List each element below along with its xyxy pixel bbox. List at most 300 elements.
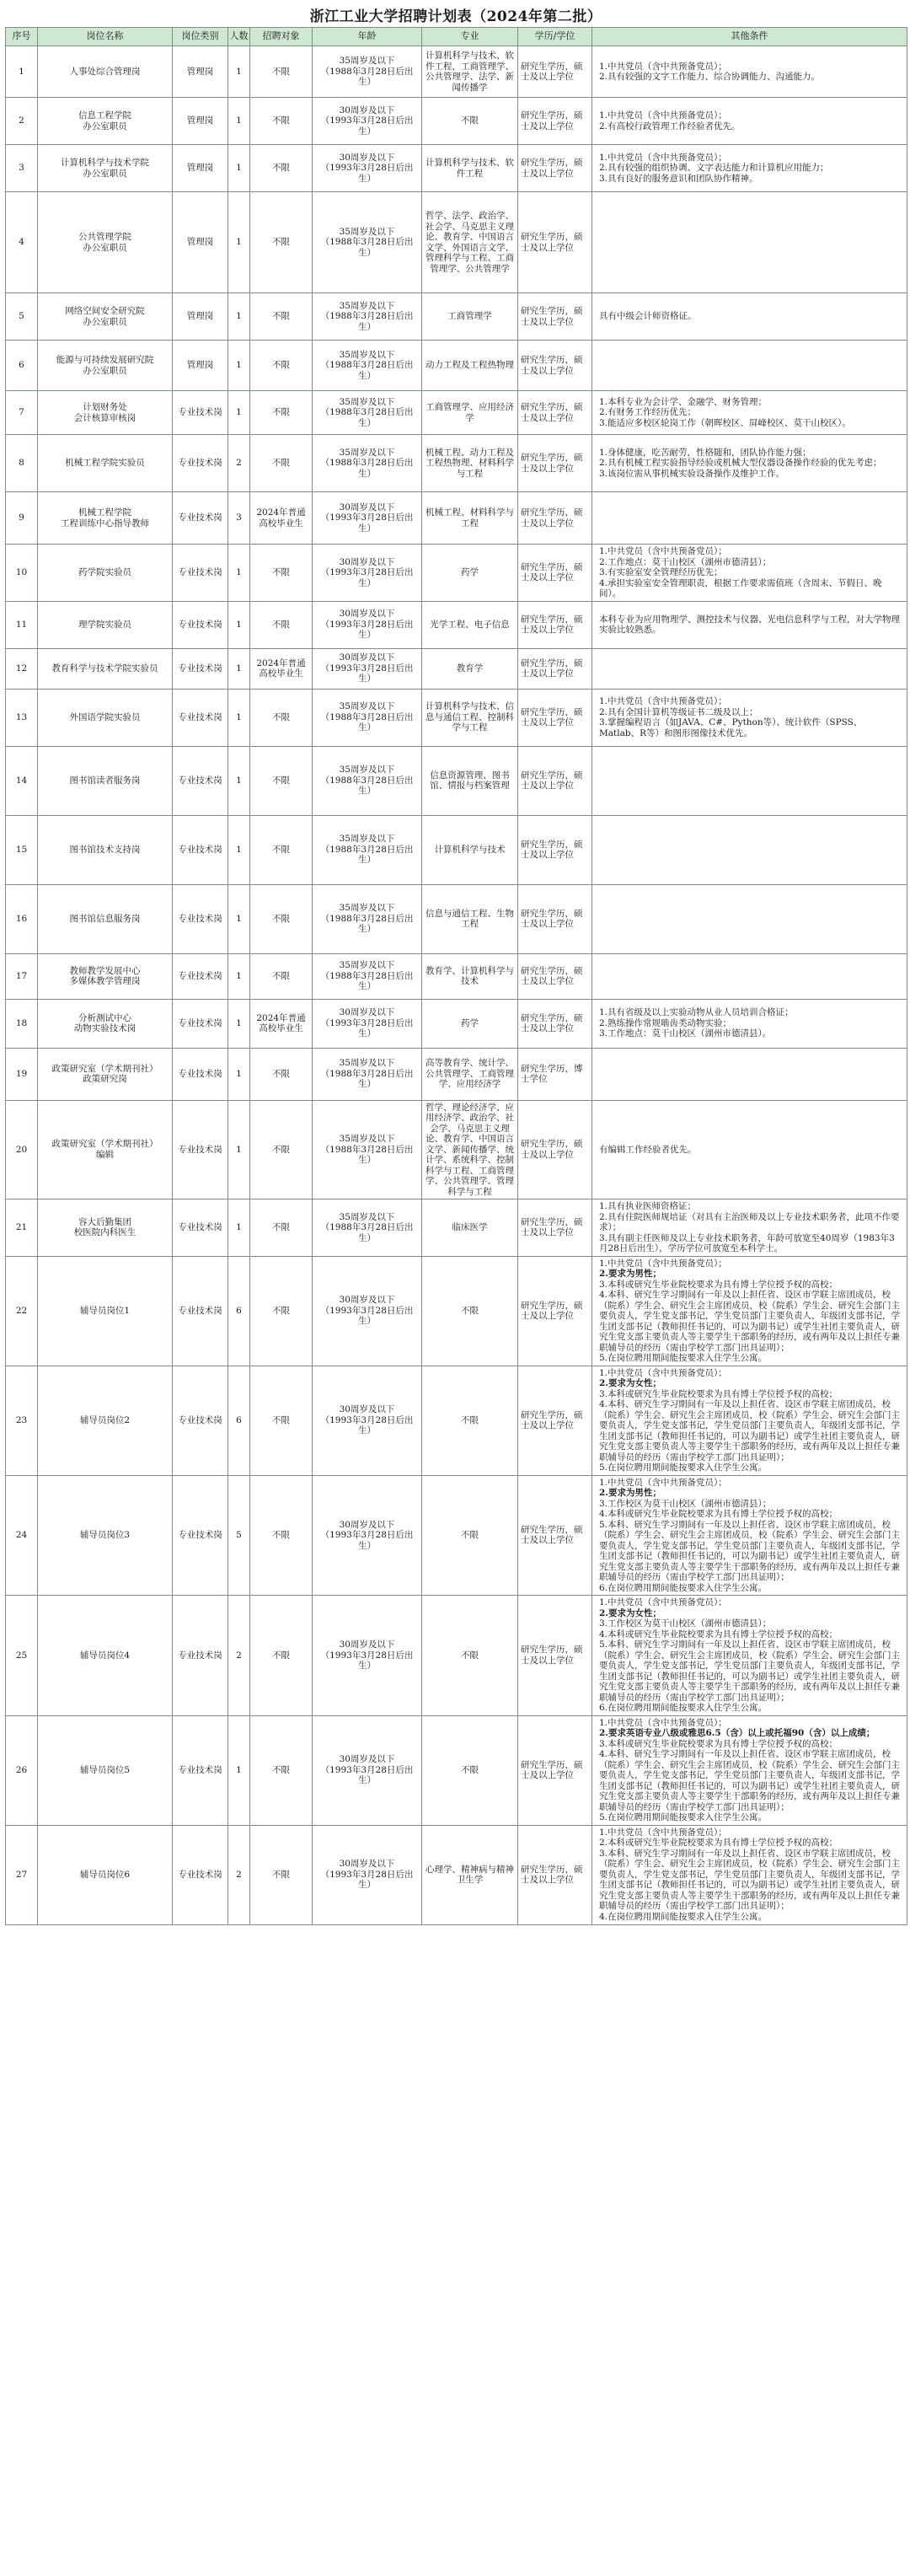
cell-no: 15 — [6, 815, 38, 884]
cell-category: 专业技术岗 — [173, 1366, 228, 1475]
cell-other-conditions — [592, 46, 907, 98]
cell-no: 27 — [6, 1825, 38, 1924]
cell-target: 不限 — [250, 192, 313, 293]
cell-age: 30周岁及以下 （1993年3月28日后出生） — [313, 999, 422, 1048]
cell-no: 19 — [6, 1048, 38, 1100]
cell-degree: 研究生学历，硕士及以上学位 — [518, 953, 592, 999]
cell-no: 9 — [6, 492, 38, 545]
cell-other-conditions — [592, 1100, 907, 1199]
cell-age: 30周岁及以下 （1993年3月28日后出生） — [313, 1366, 422, 1475]
cell-position-name: 公共管理学院 办公室职员 — [38, 192, 173, 293]
cell-count: 6 — [228, 1366, 250, 1475]
cell-count: 2 — [228, 1596, 250, 1716]
cell-position-name: 药学院实验员 — [38, 545, 173, 602]
cell-degree: 研究生学历，硕士及以上学位 — [518, 884, 592, 953]
cell-category: 管理岗 — [173, 192, 228, 293]
cell-target: 不限 — [250, 1256, 313, 1366]
table-row — [6, 1715, 907, 1825]
table-row — [6, 1596, 907, 1716]
header-category: 岗位类别 — [173, 28, 228, 46]
condition-line: 具有中级会计师资格证。 — [599, 311, 697, 322]
cell-count: 5 — [228, 1475, 250, 1596]
cell-degree: 研究生学历，硕士及以上学位 — [518, 1256, 592, 1366]
cell-category: 专业技术岗 — [173, 746, 228, 815]
cell-category: 专业技术岗 — [173, 1475, 228, 1596]
cell-count: 1 — [228, 391, 250, 435]
cell-age: 35周岁及以下 （1988年3月28日后出生） — [313, 435, 422, 492]
cell-major: 心理学、精神病与精神卫生学 — [422, 1825, 518, 1924]
condition-line: 3.具有副主任医师及以上专业技术职务者，年龄可放宽至40周岁（1983年3月28日后出生），学历学位可放宽至本科学士。 — [599, 1232, 895, 1253]
cell-position-name: 政策研究室（学术期刊社） 编辑 — [38, 1100, 173, 1199]
cell-age: 35周岁及以下 （1988年3月28日后出生） — [313, 953, 422, 999]
cell-target: 不限 — [250, 1199, 313, 1257]
condition-line: 2.具有较强的文字工作能力、综合协调能力、沟通能力。 — [599, 72, 821, 82]
cell-no: 26 — [6, 1715, 38, 1825]
cell-age: 35周岁及以下 （1988年3月28日后出生） — [313, 293, 422, 341]
cell-degree: 研究生学历，硕士及以上学位 — [518, 1199, 592, 1257]
cell-target: 不限 — [250, 884, 313, 953]
condition-line: 3.具有良好的服务意识和团队协作精神。 — [599, 173, 758, 184]
condition-line: 1.中共党员（含中共预备党员）； — [599, 152, 727, 163]
condition-line: 3.掌握编程语言（如JAVA、C#、Python等）、统计软件（SPSS、Matlab、R等）和图形图像技术优先。 — [599, 717, 863, 738]
cell-target: 不限 — [250, 689, 313, 746]
cell-age: 30周岁及以下 （1993年3月28日后出生） — [313, 98, 422, 145]
condition-line: 3.本科或研究生毕业院校要求为具有博士学位授予权的高校； — [599, 1388, 838, 1399]
cell-position-name: 辅导员岗位3 — [38, 1475, 173, 1596]
cell-other-conditions — [592, 1715, 907, 1825]
condition-line: 1.本科专业为会计学、金融学、财务管理； — [599, 396, 768, 407]
cell-other-conditions — [592, 648, 907, 689]
cell-count: 1 — [228, 601, 250, 648]
condition-line: 3.本科或研究生毕业院校要求为具有博士学位授予权的高校； — [599, 1279, 838, 1290]
cell-no: 23 — [6, 1366, 38, 1475]
condition-line: 1.中共党员（含中共预备党员）； — [599, 1717, 727, 1728]
cell-other-conditions — [592, 1366, 907, 1475]
cell-position-name: 理学院实验员 — [38, 601, 173, 648]
cell-major: 工商管理学、应用经济学 — [422, 391, 518, 435]
condition-line: 2.熟练操作常规啮齿类动物实验； — [599, 1017, 732, 1028]
cell-position-name: 计算机科学与技术学院 办公室职员 — [38, 145, 173, 192]
cell-major: 不限 — [422, 1596, 518, 1716]
cell-target: 不限 — [250, 293, 313, 341]
condition-line: 1.中共党员（含中共预备党员）； — [599, 1477, 727, 1488]
condition-line: 4.在岗位聘用期间能按要求入住学生公寓。 — [599, 1911, 768, 1922]
condition-line: 2.具有住院医师规培证（对具有主治医师及以上专业技术职务者，此项不作要求）； — [599, 1211, 900, 1232]
cell-age: 30周岁及以下 （1993年3月28日后出生） — [313, 545, 422, 602]
cell-no: 20 — [6, 1100, 38, 1199]
cell-degree: 研究生学历，博士学位 — [518, 1048, 592, 1100]
condition-line: 3.本科、研究生学习期间有一年及以上担任省、设区市学联主席团成员，校（院系）学生会、研究生会主席团成员，校（院系）学生会、研究生会部门主要负责人，学生党支部书记，学生党员部门主要负责人，年级团支部书记，学生团支部书记（教师担任书记的，可以为副书记）或学生社团主要负责人，研究生党支部主要负责人等主要学生干部职务的经历，或有两年及以上担任专兼职辅导员的经历（需由学校学工部门出具证明）； — [599, 1848, 900, 1912]
cell-target: 不限 — [250, 1048, 313, 1100]
condition-line: 有编辑工作经验者优先。 — [599, 1144, 697, 1155]
cell-age: 30周岁及以下 （1993年3月28日后出生） — [313, 1596, 422, 1716]
cell-major: 不限 — [422, 98, 518, 145]
cell-degree: 研究生学历，硕士及以上学位 — [518, 746, 592, 815]
table-row — [6, 1366, 907, 1475]
cell-other-conditions — [592, 391, 907, 435]
table-row — [6, 1199, 907, 1257]
condition-line: 1.中共党员（含中共预备党员）； — [599, 110, 727, 121]
cell-target: 2024年普通高校毕业生 — [250, 999, 313, 1048]
condition-line: 5.在岗位聘用期间能按要求入住学生公寓。 — [599, 1353, 768, 1363]
cell-no: 12 — [6, 648, 38, 689]
condition-line: 3.本科或研究生毕业院校要求为具有博士学位授予权的高校； — [599, 1738, 838, 1749]
cell-degree: 研究生学历，硕士及以上学位 — [518, 1596, 592, 1716]
cell-no: 3 — [6, 145, 38, 192]
cell-position-name: 教师教学发展中心 多媒体教学管理岗 — [38, 953, 173, 999]
cell-count: 2 — [228, 1825, 250, 1924]
cell-position-name: 机械工程学院实验员 — [38, 435, 173, 492]
header-position-name: 岗位名称 — [38, 28, 173, 46]
cell-count: 1 — [228, 884, 250, 953]
cell-age: 35周岁及以下 （1988年3月28日后出生） — [313, 341, 422, 391]
cell-other-conditions — [592, 98, 907, 145]
condition-line: 1.中共党员（含中共预备党员）； — [599, 1258, 727, 1269]
cell-position-name: 政策研究室（学术期刊社） 政策研究岗 — [38, 1048, 173, 1100]
header-age: 年龄 — [313, 28, 422, 46]
cell-category: 专业技术岗 — [173, 815, 228, 884]
cell-age: 35周岁及以下 （1988年3月28日后出生） — [313, 746, 422, 815]
cell-degree: 研究生学历，硕士及以上学位 — [518, 492, 592, 545]
cell-category: 专业技术岗 — [173, 1100, 228, 1199]
condition-line: 6.在岗位聘用期间能按要求入住学生公寓。 — [599, 1703, 768, 1713]
cell-degree: 研究生学历，硕士及以上学位 — [518, 815, 592, 884]
cell-other-conditions — [592, 953, 907, 999]
header-no: 序号 — [6, 28, 38, 46]
cell-position-name: 辅导员岗位1 — [38, 1256, 173, 1366]
cell-no: 4 — [6, 192, 38, 293]
cell-age: 30周岁及以下 （1993年3月28日后出生） — [313, 648, 422, 689]
cell-target: 不限 — [250, 545, 313, 602]
cell-target: 不限 — [250, 746, 313, 815]
condition-line: 3.工作校区为莫干山校区（湖州市德清县）； — [599, 1618, 772, 1629]
cell-major: 哲学、法学、政治学、社会学、马克思主义理论、教育学、中国语言文学、外国语言文学、管理科学与工程、工商管理学、公共管理学 — [422, 192, 518, 293]
cell-age: 35周岁及以下 （1988年3月28日后出生） — [313, 46, 422, 98]
cell-count: 1 — [228, 145, 250, 192]
cell-category: 管理岗 — [173, 98, 228, 145]
cell-no: 21 — [6, 1199, 38, 1257]
condition-line: 3.工作地点：莫干山校区（湖州市德清县）。 — [599, 1028, 772, 1039]
condition-line: 4.本科或研究生毕业院校要求为具有博士学位授予权的高校； — [599, 1629, 838, 1640]
condition-line: 5.在岗位聘用期间能按要求入住学生公寓。 — [599, 1812, 768, 1822]
cell-position-name: 容大后勤集团 校医院内科医生 — [38, 1199, 173, 1257]
cell-age: 30周岁及以下 （1993年3月28日后出生） — [313, 1715, 422, 1825]
cell-other-conditions — [592, 1199, 907, 1257]
cell-age: 30周岁及以下 （1993年3月28日后出生） — [313, 492, 422, 545]
cell-count: 1 — [228, 545, 250, 602]
cell-category: 专业技术岗 — [173, 492, 228, 545]
cell-position-name: 机械工程学院 工程训练中心指导教师 — [38, 492, 173, 545]
cell-position-name: 教育科学与技术学院实验员 — [38, 648, 173, 689]
cell-other-conditions — [592, 1475, 907, 1596]
cell-category: 管理岗 — [173, 145, 228, 192]
cell-count: 2 — [228, 435, 250, 492]
cell-target: 不限 — [250, 1825, 313, 1924]
cell-no: 7 — [6, 391, 38, 435]
cell-category: 专业技术岗 — [173, 1596, 228, 1716]
cell-degree: 研究生学历，硕士及以上学位 — [518, 999, 592, 1048]
table-row — [6, 953, 907, 999]
cell-no: 10 — [6, 545, 38, 602]
cell-degree: 研究生学历，硕士及以上学位 — [518, 601, 592, 648]
cell-target: 不限 — [250, 601, 313, 648]
cell-category: 专业技术岗 — [173, 884, 228, 953]
condition-line: 1.具有执业医师资格证； — [599, 1201, 697, 1211]
condition-line: 2.有高校行政管理工作经验者优先。 — [599, 121, 741, 131]
cell-count: 1 — [228, 1100, 250, 1199]
table-body — [6, 46, 907, 1925]
cell-major: 计算机科学与技术、软件工程，工商管理学、公共管理学、法学、新闻传播学 — [422, 46, 518, 98]
condition-line: 1.中共党员（含中共预备党员）； — [599, 1827, 727, 1838]
cell-major: 工商管理学 — [422, 293, 518, 341]
cell-target: 不限 — [250, 435, 313, 492]
cell-degree: 研究生学历，硕士及以上学位 — [518, 341, 592, 391]
cell-category: 专业技术岗 — [173, 1256, 228, 1366]
condition-line: 2.具有机械工程实验指导经验或机械大型仪器设备操作经验的优先考虑； — [599, 458, 882, 469]
table-row — [6, 391, 907, 435]
condition-line: 2.工作地点：莫干山校区（湖州市德清县）； — [599, 556, 772, 567]
cell-category: 专业技术岗 — [173, 435, 228, 492]
cell-category: 管理岗 — [173, 341, 228, 391]
cell-count: 6 — [228, 1256, 250, 1366]
cell-no: 17 — [6, 953, 38, 999]
cell-category: 专业技术岗 — [173, 999, 228, 1048]
cell-position-name: 信息工程学院 办公室职员 — [38, 98, 173, 145]
cell-degree: 研究生学历，硕士及以上学位 — [518, 1715, 592, 1825]
cell-no: 6 — [6, 341, 38, 391]
condition-line: 1.具有省级及以上实验动物从业人员培训合格证； — [599, 1007, 794, 1018]
header-target: 招聘对象 — [250, 28, 313, 46]
cell-degree: 研究生学历，硕士及以上学位 — [518, 293, 592, 341]
cell-target: 不限 — [250, 1100, 313, 1199]
condition-line: 6.在岗位聘用期间能按要求入住学生公寓。 — [599, 1582, 768, 1593]
cell-age: 35周岁及以下 （1988年3月28日后出生） — [313, 689, 422, 746]
cell-major: 教育学 — [422, 648, 518, 689]
cell-count: 1 — [228, 815, 250, 884]
cell-target: 不限 — [250, 1715, 313, 1825]
cell-target: 2024年普通高校毕业生 — [250, 492, 313, 545]
cell-count: 1 — [228, 46, 250, 98]
table-row — [6, 98, 907, 145]
cell-other-conditions — [592, 192, 907, 293]
condition-line: 4.本科或研究生毕业院校要求为具有博士学位授予权的高校； — [599, 1509, 838, 1519]
cell-other-conditions — [592, 689, 907, 746]
cell-category: 专业技术岗 — [173, 953, 228, 999]
cell-position-name: 外国语学院实验员 — [38, 689, 173, 746]
condition-line: 1.中共党员（含中共预备党员）； — [599, 61, 727, 72]
cell-degree: 研究生学历，硕士及以上学位 — [518, 391, 592, 435]
cell-age: 35周岁及以下 （1988年3月28日后出生） — [313, 884, 422, 953]
cell-category: 专业技术岗 — [173, 648, 228, 689]
cell-major: 药学 — [422, 545, 518, 602]
cell-no: 13 — [6, 689, 38, 746]
cell-target: 不限 — [250, 1366, 313, 1475]
table-row — [6, 1825, 907, 1924]
table-row — [6, 999, 907, 1048]
table-row — [6, 145, 907, 192]
condition-line: 1.身体健康，吃苦耐劳，性格随和，团队协作能力强； — [599, 447, 811, 458]
header-major: 专业 — [422, 28, 518, 46]
condition-line: 4.承担实验室安全管理职责，根据工作要求需值班（含周末、节假日、晚间）。 — [599, 577, 882, 598]
cell-other-conditions — [592, 545, 907, 602]
cell-major: 高等教育学、统计学、公共管理学、工商管理学、应用经济学 — [422, 1048, 518, 1100]
cell-major: 动力工程及工程热物理 — [422, 341, 518, 391]
condition-line: 4.本科、研究生学习期间有一年及以上担任省、设区市学联主席团成员，校（院系）学生会、研究生会主席团成员，校（院系）学生会、研究生会部门主要负责人，学生党支部书记，学生党员部门主要负责人，年级团支部书记，学生团支部书记（教师担任书记的，可以为副书记）或学生社团主要负责人，研究生党支部主要负责人等主要学生干部职务的经历，或有两年及以上担任专兼职辅导员的经历（需由学校学工部门出具证明）； — [599, 1749, 900, 1812]
cell-category: 管理岗 — [173, 46, 228, 98]
cell-position-name: 图书馆读者服务岗 — [38, 746, 173, 815]
cell-degree: 研究生学历，硕士及以上学位 — [518, 1100, 592, 1199]
cell-age: 30周岁及以下 （1993年3月28日后出生） — [313, 145, 422, 192]
cell-category: 管理岗 — [173, 293, 228, 341]
cell-category: 专业技术岗 — [173, 1715, 228, 1825]
cell-major: 不限 — [422, 1475, 518, 1596]
cell-other-conditions — [592, 1825, 907, 1924]
cell-category: 专业技术岗 — [173, 545, 228, 602]
cell-target: 不限 — [250, 145, 313, 192]
table-row — [6, 1048, 907, 1100]
cell-category: 专业技术岗 — [173, 1199, 228, 1257]
cell-no: 22 — [6, 1256, 38, 1366]
cell-other-conditions — [592, 884, 907, 953]
cell-degree: 研究生学历，硕士及以上学位 — [518, 1825, 592, 1924]
cell-degree: 研究生学历，硕士及以上学位 — [518, 145, 592, 192]
cell-category: 专业技术岗 — [173, 1825, 228, 1924]
cell-major: 不限 — [422, 1256, 518, 1366]
cell-major: 临床医学 — [422, 1199, 518, 1257]
cell-degree: 研究生学历，硕士及以上学位 — [518, 1475, 592, 1596]
cell-position-name: 人事处综合管理岗 — [38, 46, 173, 98]
cell-target: 不限 — [250, 953, 313, 999]
condition-line: 2.要求英语专业八级或雅思6.5（含）以上或托福90（含）以上成绩； — [599, 1728, 875, 1738]
cell-count: 1 — [228, 648, 250, 689]
recruitment-table — [5, 27, 907, 1925]
cell-count: 3 — [228, 492, 250, 545]
cell-target: 不限 — [250, 1475, 313, 1596]
condition-line: 4.本科、研究生学习期间有一年及以上担任省、设区市学联主席团成员，校（院系）学生会、研究生会主席团成员，校（院系）学生会、研究生会部门主要负责人，学生党支部书记，学生党员部门主要负责人，年级团支部书记，学生团支部书记（教师担任书记的，可以为副书记）或学生社团主要负责人，研究生党支部主要负责人等主要学生干部职务的经历，或有两年及以上担任专兼职辅导员的经历（需由学校学工部门出具证明）； — [599, 1290, 900, 1353]
header-degree: 学历/学位 — [518, 28, 592, 46]
cell-age: 35周岁及以下 （1988年3月28日后出生） — [313, 1048, 422, 1100]
table-row — [6, 545, 907, 602]
cell-major: 机械工程、动力工程及工程热物理、材料科学与工程 — [422, 435, 518, 492]
document-title: 浙江工业大学招聘计划表（2024年第二批） — [309, 8, 602, 25]
condition-line: 3.该岗位需从事机械实验设备操作及维护工作。 — [599, 468, 785, 479]
cell-other-conditions — [592, 1256, 907, 1366]
cell-target: 不限 — [250, 341, 313, 391]
condition-line: 4.本科、研究生学习期间有一年及以上担任省、设区市学联主席团成员，校（院系）学生会、研究生会主席团成员，校（院系）学生会、研究生会部门主要负责人，学生党支部书记，学生党员部门主要负责人，年级团支部书记，学生团支部书记（教师担任书记的，可以为副书记）或学生社团主要负责人，研究生党支部主要负责人等主要学生干部职务的经历，或有两年及以上担任专兼职辅导员的经历（需由学校学工部门出具证明）； — [599, 1399, 900, 1462]
cell-age: 35周岁及以下 （1988年3月28日后出生） — [313, 192, 422, 293]
cell-major: 信息资源管理、图书馆、情报与档案管理 — [422, 746, 518, 815]
cell-count: 1 — [228, 98, 250, 145]
cell-count: 1 — [228, 689, 250, 746]
table-row — [6, 293, 907, 341]
cell-count: 1 — [228, 746, 250, 815]
cell-category: 专业技术岗 — [173, 601, 228, 648]
cell-no: 24 — [6, 1475, 38, 1596]
table-row — [6, 1475, 907, 1596]
cell-other-conditions — [592, 492, 907, 545]
cell-degree: 研究生学历，硕士及以上学位 — [518, 98, 592, 145]
header-count: 人数 — [228, 28, 250, 46]
cell-target: 不限 — [250, 815, 313, 884]
cell-position-name: 辅导员岗位5 — [38, 1715, 173, 1825]
table-row — [6, 1100, 907, 1199]
condition-line: 2.有财务工作经历优先； — [599, 407, 697, 418]
condition-line: 2.本科或研究生毕业院校要求为具有博士学位授予权的高校； — [599, 1838, 838, 1849]
cell-count: 1 — [228, 1199, 250, 1257]
cell-other-conditions — [592, 999, 907, 1048]
cell-major: 计算机科学与技术、信息与通信工程、控制科学与工程 — [422, 689, 518, 746]
cell-degree: 研究生学历，硕士及以上学位 — [518, 689, 592, 746]
cell-category: 专业技术岗 — [173, 391, 228, 435]
cell-no: 5 — [6, 293, 38, 341]
cell-no: 11 — [6, 601, 38, 648]
condition-line: 2.要求为女性； — [599, 1607, 661, 1618]
cell-age: 35周岁及以下 （1988年3月28日后出生） — [313, 391, 422, 435]
condition-line: 5.在岗位聘用期间能按要求入住学生公寓。 — [599, 1462, 768, 1473]
header-other-conditions: 其他条件 — [592, 28, 907, 46]
cell-age: 30周岁及以下 （1993年3月28日后出生） — [313, 1475, 422, 1596]
condition-line: 本科专业为应用物理学、测控技术与仪器、光电信息科学与工程，对大学物理实验比较熟悉。 — [599, 614, 900, 635]
cell-no: 2 — [6, 98, 38, 145]
condition-line: 1.中共党员（含中共预备党员）； — [599, 546, 727, 556]
condition-line: 1.中共党员（含中共预备党员）； — [599, 696, 727, 706]
cell-target: 不限 — [250, 46, 313, 98]
cell-other-conditions — [592, 145, 907, 192]
cell-no: 25 — [6, 1596, 38, 1716]
cell-major: 信息与通信工程、生物工程 — [422, 884, 518, 953]
cell-age: 35周岁及以下 （1988年3月28日后出生） — [313, 1199, 422, 1257]
condition-line: 3.有实验室安全管理经历优先； — [599, 567, 723, 577]
table-row — [6, 46, 907, 98]
cell-position-name: 计划财务处 会计核算审核岗 — [38, 391, 173, 435]
cell-category: 专业技术岗 — [173, 1048, 228, 1100]
cell-target: 不限 — [250, 391, 313, 435]
cell-position-name: 图书馆技术支持岗 — [38, 815, 173, 884]
cell-major: 不限 — [422, 1715, 518, 1825]
cell-degree: 研究生学历，硕士及以上学位 — [518, 1366, 592, 1475]
cell-other-conditions — [592, 601, 907, 648]
cell-major: 药学 — [422, 999, 518, 1048]
cell-count: 1 — [228, 1715, 250, 1825]
condition-line: 2.具有全国计算机等级证书二级及以上； — [599, 706, 758, 717]
cell-position-name: 辅导员岗位4 — [38, 1596, 173, 1716]
cell-count: 1 — [228, 953, 250, 999]
cell-other-conditions — [592, 435, 907, 492]
cell-position-name: 辅导员岗位2 — [38, 1366, 173, 1475]
cell-no: 18 — [6, 999, 38, 1048]
table-row — [6, 689, 907, 746]
condition-line: 2.要求为男性； — [599, 1488, 661, 1498]
table-row — [6, 746, 907, 815]
table-row — [6, 435, 907, 492]
cell-count: 1 — [228, 192, 250, 293]
cell-degree: 研究生学历，硕士及以上学位 — [518, 46, 592, 98]
cell-target: 不限 — [250, 1596, 313, 1716]
cell-count: 1 — [228, 1048, 250, 1100]
cell-age: 35周岁及以下 （1988年3月28日后出生） — [313, 1100, 422, 1199]
cell-other-conditions — [592, 746, 907, 815]
cell-target: 2024年普通高校毕业生 — [250, 648, 313, 689]
cell-major: 不限 — [422, 1366, 518, 1475]
cell-other-conditions — [592, 1048, 907, 1100]
cell-count: 1 — [228, 999, 250, 1048]
condition-line: 1.中共党员（含中共预备党员）； — [599, 1367, 727, 1378]
cell-other-conditions — [592, 815, 907, 884]
cell-major: 教育学、计算机科学与技术 — [422, 953, 518, 999]
table-row — [6, 492, 907, 545]
cell-position-name: 网络空间安全研究院 办公室职员 — [38, 293, 173, 341]
condition-line: 5.本科、研究生学习期间有一年及以上担任省、设区市学联主席团成员，校（院系）学生会、研究生会主席团成员，校（院系）学生会、研究生会部门主要负责人，学生党支部书记，学生党员部门主要负责人，年级团支部书记，学生团支部书记（教师担任书记的，可以为副书记）或学生社团主要负责人，研究生党支部主要负责人等主要学生干部职务的经历，或有两年及以上担任专兼职辅导员的经历（需由学校学工部门出具证明）； — [599, 1519, 900, 1582]
